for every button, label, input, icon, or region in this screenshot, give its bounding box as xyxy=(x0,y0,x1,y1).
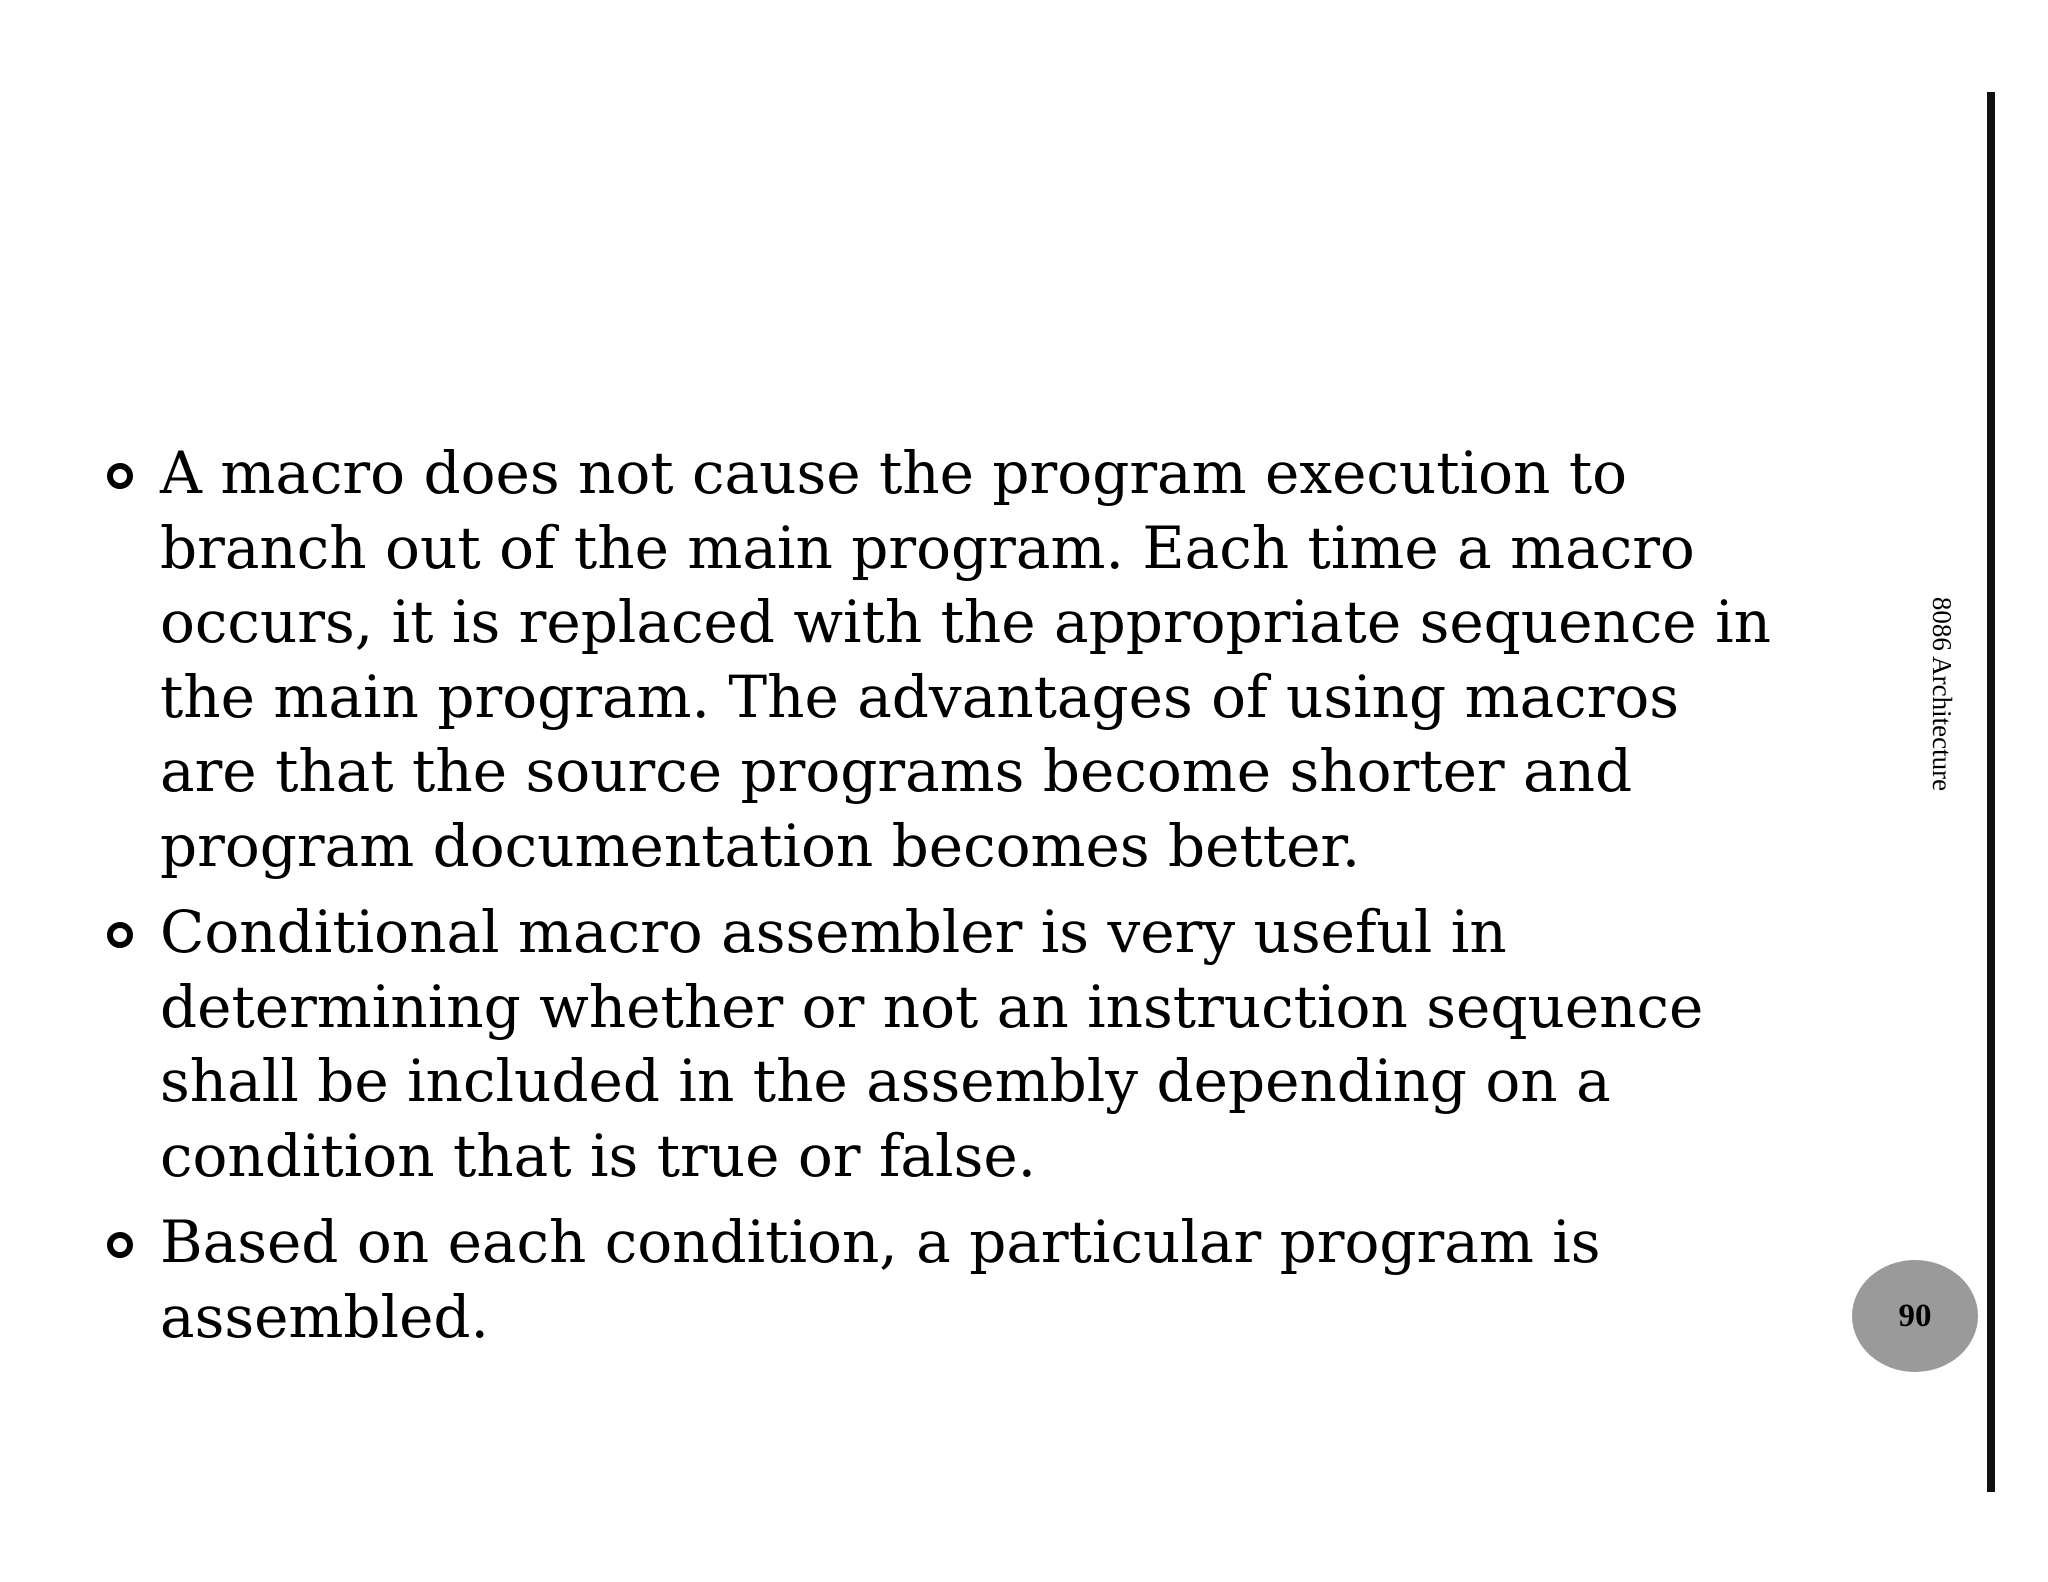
hollow-circle-bullet-icon xyxy=(107,1232,133,1258)
bullet-text: Based on each condition, a particular program is assembled. xyxy=(160,1208,1601,1351)
bullet-item xyxy=(104,1205,1784,1354)
slide-content xyxy=(104,436,1784,1366)
side-divider-rule xyxy=(1987,92,1995,1492)
bullet-text: Conditional macro assembler is very useful in determining whether or not an instruction sequence shall be included in the assembly depending on a condition that is true or false. xyxy=(160,898,1704,1190)
bullet-list xyxy=(104,436,1784,1354)
side-title: 8086 Architecture xyxy=(1927,596,1957,792)
bullet-item xyxy=(104,436,1784,883)
hollow-circle-bullet-icon xyxy=(107,922,133,948)
page-number-badge: 90 xyxy=(1852,1260,1978,1372)
hollow-circle-bullet-icon xyxy=(107,463,133,489)
bullet-item xyxy=(104,895,1784,1193)
bullet-text: A macro does not cause the program execution to branch out of the main program. Each time a macro occurs, it is replaced with the appropriate sequence in the main program. The advantages of using macros are that the source programs become shorter and program documentation becomes better. xyxy=(160,439,1771,880)
